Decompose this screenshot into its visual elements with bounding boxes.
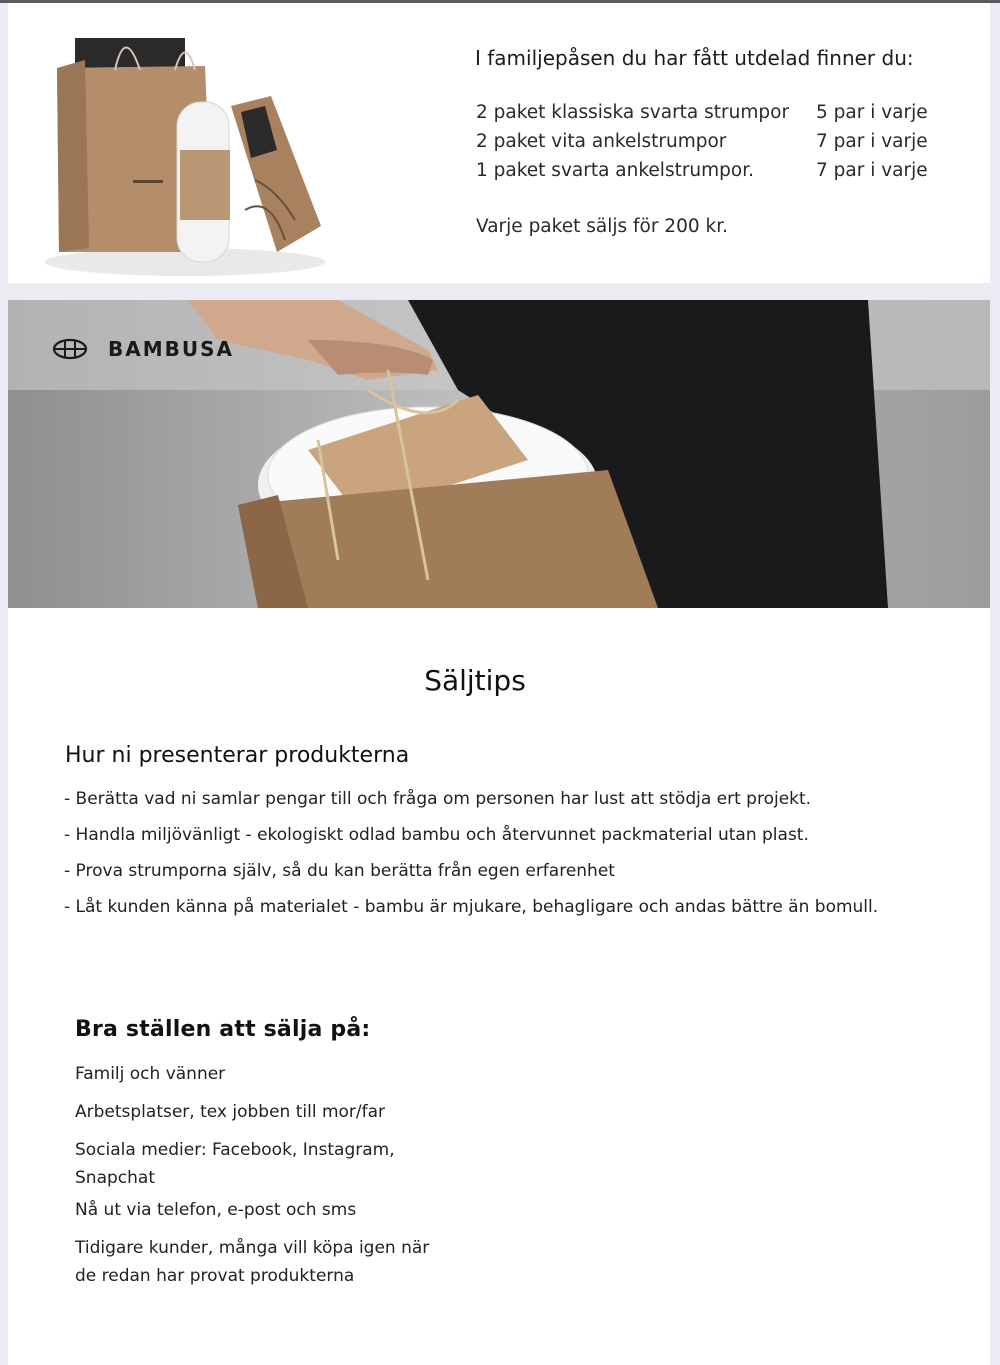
place-item: Arbetsplatser, tex jobben till mor/far	[75, 1102, 386, 1122]
presentation-heading: Hur ni presenterar produkterna	[65, 743, 410, 768]
package-row	[476, 131, 946, 160]
section-title: Säljtips	[424, 664, 526, 697]
brand-name: BAMBUSA	[108, 337, 234, 361]
place-item: Snapchat	[75, 1168, 155, 1188]
package-name: 1 paket svarta ankelstrumpor.	[476, 160, 755, 181]
package-quantity: 7 par i varje	[816, 160, 928, 181]
product-photo	[45, 30, 335, 280]
tip-item: - Handla miljövänligt - ekologiskt odlad bambu och återvunnet packmaterial utan plast.	[64, 825, 809, 845]
package-name: 2 paket vita ankelstrumpor	[476, 131, 727, 152]
package-row	[476, 102, 946, 131]
bambusa-logo-icon	[52, 338, 88, 360]
tips-list	[64, 789, 878, 933]
package-quantity: 5 par i varje	[816, 102, 928, 123]
place-item: Sociala medier: Facebook, Instagram,	[75, 1140, 395, 1160]
info-heading: I familjepåsen du har fått utdelad finner du:	[475, 46, 914, 70]
package-quantity: 7 par i varje	[816, 131, 928, 152]
places-heading: Bra ställen att sälja på:	[75, 1017, 371, 1042]
tip-item: - Berätta vad ni samlar pengar till och fråga om personen har lust att stödja ert projekt.	[64, 789, 812, 809]
package-list	[476, 102, 946, 189]
place-item: Familj och vänner	[75, 1064, 226, 1084]
package-row	[476, 160, 946, 189]
tip-item: - Prova strumporna själv, så du kan berätta från egen erfarenhet	[64, 861, 615, 881]
package-name: 2 paket klassiska svarta strumpor	[476, 102, 790, 123]
tip-item: - Låt kunden känna på materialet - bambu är mjukare, behagligare och andas bättre än bomull.	[64, 897, 879, 917]
place-item: de redan har provat produkterna	[75, 1266, 355, 1286]
place-item: Tidigare kunder, många vill köpa igen när	[75, 1238, 430, 1258]
place-item: Nå ut via telefon, e-post och sms	[75, 1200, 357, 1220]
price-text: Varje paket säljs för 200 kr.	[476, 216, 728, 237]
